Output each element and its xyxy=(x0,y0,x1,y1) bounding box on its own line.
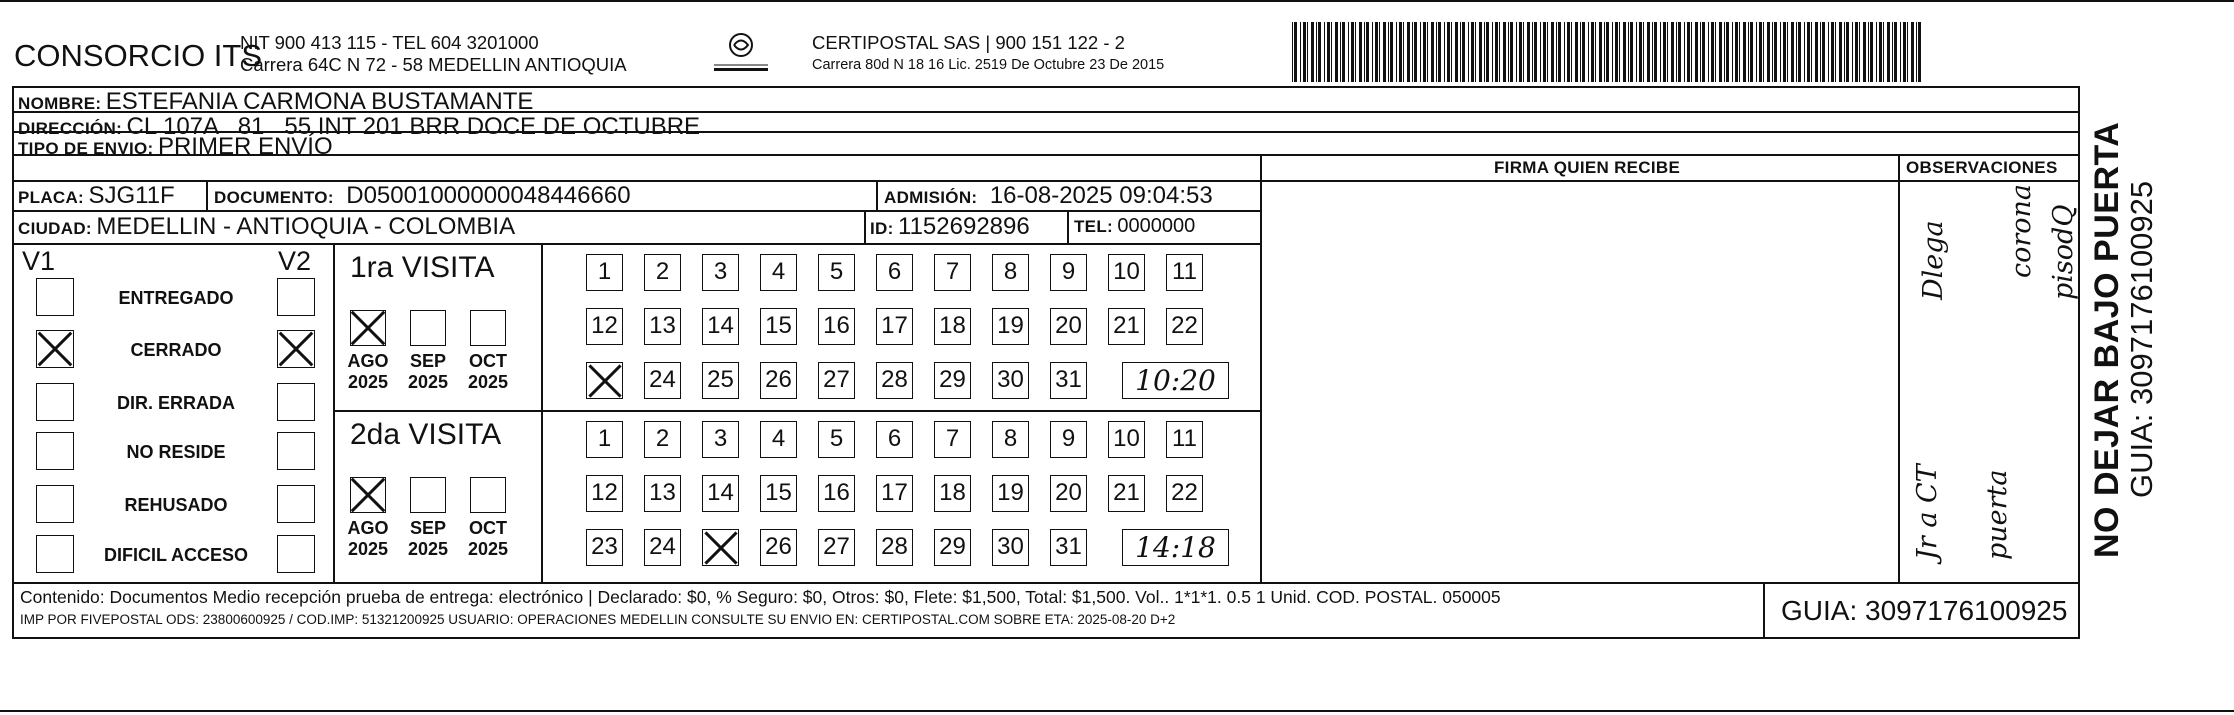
v1-checkbox-2[interactable] xyxy=(36,383,74,421)
v1-checkbox-1[interactable] xyxy=(36,330,74,368)
v2-header: V2 xyxy=(278,246,312,276)
month-year: 2025 xyxy=(407,539,449,559)
day-box-26[interactable]: 26 xyxy=(760,362,797,399)
month-checkbox-oct[interactable] xyxy=(470,477,506,513)
day-box-7[interactable]: 7 xyxy=(934,254,971,291)
company-address: Carrera 64C N 72 - 58 MEDELLIN ANTIOQUIA xyxy=(240,54,627,75)
day-box-4[interactable]: 4 xyxy=(760,254,797,291)
v2-checkbox-2[interactable] xyxy=(277,383,315,421)
month-label xyxy=(458,351,518,393)
admission-label: ADMISIÓN: xyxy=(884,188,978,207)
day-box-31[interactable]: 31 xyxy=(1050,362,1087,399)
day-box-20[interactable]: 20 xyxy=(1050,475,1087,512)
day-box-28[interactable]: 28 xyxy=(876,362,913,399)
status-label: REHUSADO xyxy=(124,495,228,515)
day-box-16[interactable]: 16 xyxy=(818,475,855,512)
month-name: SEP xyxy=(409,351,447,371)
day-box-5[interactable]: 5 xyxy=(818,254,855,291)
day-box-11[interactable]: 11 xyxy=(1166,254,1203,291)
recipient-name: ESTEFANIA CARMONA BUSTAMANTE xyxy=(105,88,534,115)
license-line: Carrera 80d N 18 16 Lic. 2519 De Octubre 23 De 2015 xyxy=(812,57,1165,73)
day-box-21[interactable]: 21 xyxy=(1108,475,1145,512)
day-box-3[interactable]: 3 xyxy=(702,421,739,458)
month-name: AGO xyxy=(347,518,389,538)
day-box-8[interactable]: 8 xyxy=(992,254,1029,291)
plate-label: PLACA: xyxy=(18,188,85,207)
day-box-15[interactable]: 15 xyxy=(760,475,797,512)
tel-value: 0000000 xyxy=(1117,215,1196,237)
month-checkbox-ago[interactable] xyxy=(350,477,386,513)
month-name: OCT xyxy=(469,518,507,538)
day-box-29[interactable]: 29 xyxy=(934,529,971,566)
day-box-15[interactable]: 15 xyxy=(760,308,797,345)
day-box-19[interactable]: 19 xyxy=(992,475,1029,512)
imp-line: IMP POR FIVEPOSTAL ODS: 23800600925 / COD.IMP: 51321200925 USUARIO: OPERACIONES MEDELLIN CONSULTE SU ENVIO EN: CERTIPOSTAL.COM SOBRE ETA: 2025-08-20 D+2 xyxy=(20,612,1176,627)
day-box-13[interactable]: 13 xyxy=(644,475,681,512)
handwritten-note: Jr a CT xyxy=(1912,464,1943,560)
name-label: NOMBRE: xyxy=(18,94,102,113)
day-box-17[interactable]: 17 xyxy=(876,308,913,345)
v1-checkbox-4[interactable] xyxy=(36,485,74,523)
v1-checkbox-3[interactable] xyxy=(36,432,74,470)
day-box-9[interactable]: 9 xyxy=(1050,254,1087,291)
month-checkbox-sep[interactable] xyxy=(410,310,446,346)
document-row xyxy=(214,182,631,210)
day-box-3[interactable]: 3 xyxy=(702,254,739,291)
city-label: CIUDAD: xyxy=(18,219,92,238)
shipping-type-row xyxy=(18,133,333,161)
v2-checkbox-5[interactable] xyxy=(277,535,315,573)
admission-value: 16-08-2025 09:04:53 xyxy=(989,182,1213,209)
day-box-23[interactable]: 23 xyxy=(586,529,623,566)
day-box-6[interactable]: 6 xyxy=(876,421,913,458)
day-box-29[interactable]: 29 xyxy=(934,362,971,399)
day-box-14[interactable]: 14 xyxy=(702,308,739,345)
handwritten-note: corona xyxy=(2006,183,2037,278)
day-box-12[interactable]: 12 xyxy=(586,308,623,345)
day-box-1[interactable]: 1 xyxy=(586,421,623,458)
day-box-12[interactable]: 12 xyxy=(586,475,623,512)
month-year: 2025 xyxy=(347,539,389,559)
day-box-27[interactable]: 27 xyxy=(818,362,855,399)
name-row xyxy=(18,88,533,116)
admission-row xyxy=(884,182,1213,210)
v2-checkbox-3[interactable] xyxy=(277,432,315,470)
day-box-1[interactable]: 1 xyxy=(586,254,623,291)
no-dejar-warning: NO DEJAR BAJO PUERTA xyxy=(2088,121,2126,558)
month-name: AGO xyxy=(347,351,389,371)
observations-label: OBSERVACIONES xyxy=(1906,158,2058,177)
day-box-8[interactable]: 8 xyxy=(992,421,1029,458)
v1-header: V1 xyxy=(22,246,56,276)
visit-title: 2da VISITA xyxy=(350,418,502,451)
day-box-27[interactable]: 27 xyxy=(818,529,855,566)
guia-box-label: GUIA: 3097176100925 xyxy=(1781,595,2068,626)
day-box-31[interactable]: 31 xyxy=(1050,529,1087,566)
day-box-17[interactable]: 17 xyxy=(876,475,913,512)
day-box-14[interactable]: 14 xyxy=(702,475,739,512)
content-line: Contenido: Documentos Medio recepción prueba de entrega: electrónico | Declarado: $0, % Seguro: $0, Otros: $0, Flete: $1,500, Total: $1,500. Vol.. 1*1*1. 0.5 1 Unid. COD. POSTAL. 050005 xyxy=(20,587,1501,607)
city-row xyxy=(18,213,515,241)
handwritten-note: pisodQ xyxy=(2048,204,2079,300)
day-box-2[interactable]: 2 xyxy=(644,421,681,458)
tel-row xyxy=(1074,215,1195,238)
day-box-6[interactable]: 6 xyxy=(876,254,913,291)
month-checkbox-ago[interactable] xyxy=(350,310,386,346)
day-box-19[interactable]: 19 xyxy=(992,308,1029,345)
day-box-5[interactable]: 5 xyxy=(818,421,855,458)
recipient-address: CL 107A 81 55 INT 201 BRR DOCE DE OCTUBRE xyxy=(126,113,701,140)
day-box-7[interactable]: 7 xyxy=(934,421,971,458)
tel-label: TEL: xyxy=(1074,217,1113,236)
plate-row xyxy=(18,182,175,210)
day-box-20[interactable]: 20 xyxy=(1050,308,1087,345)
day-box-2[interactable]: 2 xyxy=(644,254,681,291)
visit-time: 10:20 xyxy=(1122,362,1229,399)
v2-checkbox-1[interactable] xyxy=(277,330,315,368)
status-label: ENTREGADO xyxy=(118,288,234,308)
day-box-28[interactable]: 28 xyxy=(876,529,913,566)
month-name: SEP xyxy=(409,518,447,538)
status-label: DIFICIL ACCESO xyxy=(103,545,248,565)
month-label xyxy=(398,518,458,560)
status-label: DIR. ERRADA xyxy=(116,393,235,413)
status-label: CERRADO xyxy=(130,340,222,360)
day-box-23[interactable] xyxy=(586,362,623,399)
day-box-10[interactable]: 10 xyxy=(1108,254,1145,291)
month-checkbox-sep[interactable] xyxy=(410,477,446,513)
v1-checkbox-0[interactable] xyxy=(36,278,74,316)
barcode xyxy=(1292,22,1926,82)
day-box-26[interactable]: 26 xyxy=(760,529,797,566)
id-label: ID: xyxy=(870,219,894,238)
month-label xyxy=(338,351,398,393)
day-box-25[interactable] xyxy=(702,529,739,566)
day-box-9[interactable]: 9 xyxy=(1050,421,1087,458)
id-value: 1152692896 xyxy=(898,213,1030,240)
waybill-form xyxy=(12,86,2080,639)
day-box-4[interactable]: 4 xyxy=(760,421,797,458)
day-box-22[interactable]: 22 xyxy=(1166,475,1203,512)
id-row xyxy=(870,213,1030,241)
day-box-18[interactable]: 18 xyxy=(934,475,971,512)
signature-label: FIRMA QUIEN RECIBE xyxy=(1494,158,1681,177)
day-box-21[interactable]: 21 xyxy=(1108,308,1145,345)
carrier-line: CERTIPOSTAL SAS | 900 151 122 - 2 xyxy=(812,32,1125,53)
month-label xyxy=(458,518,518,560)
month-label xyxy=(338,518,398,560)
visit-title: 1ra VISITA xyxy=(350,251,495,284)
nit-line: NIT 900 413 115 - TEL 604 3201000 xyxy=(240,32,539,53)
city-value: MEDELLIN - ANTIOQUIA - COLOMBIA xyxy=(96,213,516,240)
month-year: 2025 xyxy=(407,372,449,392)
document-label: DOCUMENTO: xyxy=(214,188,334,207)
day-box-18[interactable]: 18 xyxy=(934,308,971,345)
v2-checkbox-0[interactable] xyxy=(277,278,315,316)
address-label: DIRECCIÓN: xyxy=(18,119,123,138)
side-guia: GUIA: 3097176100925 xyxy=(2124,180,2159,498)
month-name: OCT xyxy=(469,351,507,371)
day-box-13[interactable]: 13 xyxy=(644,308,681,345)
shipping-type: PRIMER ENVÍO xyxy=(157,133,333,160)
month-year: 2025 xyxy=(467,372,509,392)
shipping-type-label: TIPO DE ENVIO: xyxy=(18,139,154,158)
month-label xyxy=(398,351,458,393)
month-year: 2025 xyxy=(467,539,509,559)
document-value: D05001000000048446660 xyxy=(346,182,631,209)
day-box-30[interactable]: 30 xyxy=(992,362,1029,399)
plate-value: SJG11F xyxy=(88,182,175,209)
month-year: 2025 xyxy=(347,372,389,392)
status-label: NO RESIDE xyxy=(126,442,226,462)
day-box-11[interactable]: 11 xyxy=(1166,421,1203,458)
certipostal-logo xyxy=(706,32,776,80)
visit-time: 14:18 xyxy=(1122,529,1229,566)
day-box-24[interactable]: 24 xyxy=(644,529,681,566)
month-checkbox-oct[interactable] xyxy=(470,310,506,346)
handwritten-note: Dlega xyxy=(1918,220,1949,300)
v2-checkbox-4[interactable] xyxy=(277,485,315,523)
handwritten-note: puerta xyxy=(1982,469,2013,560)
day-box-10[interactable]: 10 xyxy=(1108,421,1145,458)
v1-checkbox-5[interactable] xyxy=(36,535,74,573)
day-box-24[interactable]: 24 xyxy=(644,362,681,399)
day-box-16[interactable]: 16 xyxy=(818,308,855,345)
day-box-22[interactable]: 22 xyxy=(1166,308,1203,345)
company-name: CONSORCIO ITS xyxy=(14,38,263,73)
day-box-25[interactable]: 25 xyxy=(702,362,739,399)
day-box-30[interactable]: 30 xyxy=(992,529,1029,566)
